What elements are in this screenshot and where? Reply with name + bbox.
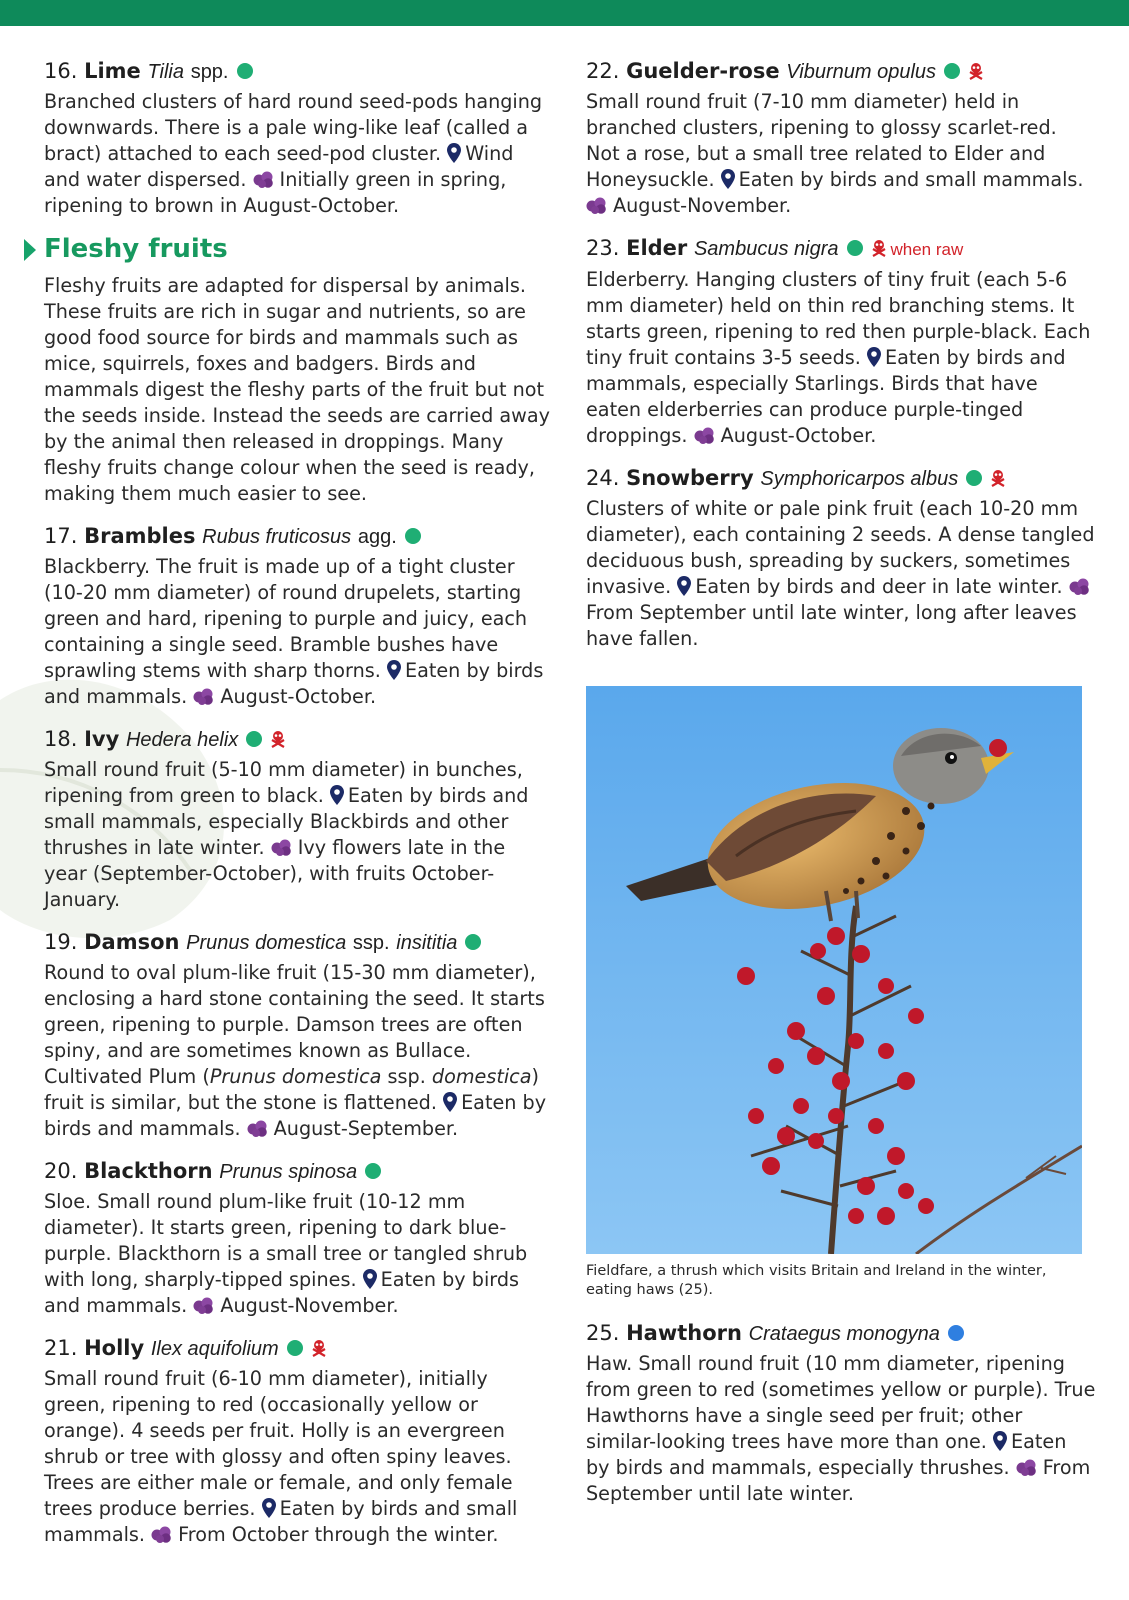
green-dot-icon: [405, 528, 421, 544]
entry-description: [586, 496, 1096, 652]
dispersal-text: Eaten by birds and mammals, especially Starlings. Birds that have eaten elderberries can produce purple-tinged droppings.: [586, 346, 1066, 447]
season-text: August-October.: [220, 685, 377, 708]
map-pin-icon: [721, 169, 735, 189]
common-name: Elder: [626, 236, 688, 260]
dispersal-text: Wind and water dispersed.: [44, 142, 514, 191]
latin-qualifier: ssp.: [352, 932, 390, 954]
entry-number: 18.: [44, 727, 78, 751]
entry-description: [44, 1189, 554, 1319]
berry-cluster-icon: [193, 1297, 215, 1314]
latin-name: Crataegus monogyna: [748, 1323, 940, 1345]
entry-blackthorn: [44, 1156, 554, 1319]
description-text: ) fruit is similar, but the stone is flattened.: [44, 1065, 539, 1114]
entry-heading: [44, 724, 554, 755]
entry-number: 25.: [586, 1321, 620, 1345]
description-text: Branched clusters of hard round seed-pods hanging downwards. There is a pale wing-like leaf (called a bract) attached to each seed-pod cluster.: [44, 90, 543, 165]
latin-name: Sambucus nigra: [693, 238, 839, 260]
berry-cluster-icon: [253, 171, 275, 188]
description-text: Haw. Small round fruit (10 mm diameter, ripening from green to red (sometimes yellow or purple). True Hawthorns have a single seed per fruit; other similar-looking trees have more than one.: [586, 1352, 1096, 1453]
season-text: August-September.: [273, 1117, 459, 1140]
fieldfare-photo: [586, 686, 1082, 1254]
green-dot-icon: [287, 1340, 303, 1356]
photo-caption: Fieldfare, a thrush which visits Britain and Ireland in the winter, eating haws (25).: [586, 1263, 1047, 1298]
skull-crossbones-icon: [871, 239, 887, 257]
green-dot-icon: [966, 470, 982, 486]
entry-brambles: [44, 521, 554, 710]
map-pin-icon: [677, 576, 691, 596]
season-text: From September until late winter.: [586, 1456, 1091, 1505]
berry-cluster-icon: [271, 839, 293, 856]
triangle-marker-icon: [24, 239, 36, 261]
entry-hawthorn: [586, 1318, 1096, 1507]
map-pin-icon: [363, 1269, 377, 1289]
dispersal-text: Eaten by birds and mammals.: [44, 1268, 519, 1317]
berry-cluster-icon: [193, 688, 215, 705]
latin-name: Ilex aquifolium: [150, 1338, 279, 1360]
section-heading: [44, 233, 554, 265]
green-dot-icon: [847, 240, 863, 256]
entry-heading: [586, 56, 1096, 87]
entry-number: 19.: [44, 930, 78, 954]
map-pin-icon: [330, 785, 344, 805]
entry-number: 20.: [44, 1159, 78, 1183]
description-text: Sloe. Small round plum-like fruit (10-12 mm diameter). It starts green, ripening to dark blue-purple. Blackthorn is a small tree or tangled shrub with long, sharply-tipped spines.: [44, 1190, 528, 1291]
season-text: Ivy flowers late in the year (September-October), with fruits October-January.: [44, 836, 506, 911]
common-name: Guelder-rose: [626, 59, 780, 83]
latin-name: Symphoricarpos albus: [760, 468, 959, 490]
dispersal-text: Eaten by birds and deer in late winter.: [695, 575, 1063, 598]
inline-latin-name: domestica: [431, 1065, 532, 1088]
description-text: Small round fruit (6-10 mm diameter), initially green, ripening to red (occasionally yellow or orange). 4 seeds per fruit. Holly is an evergreen shrub or tree with glossy and often spiny leaves. Trees are either male or female, and only female trees produce berries.: [44, 1367, 513, 1520]
top-color-band: [0, 0, 1129, 26]
dispersal-text: Eaten by birds and mammals.: [44, 659, 544, 708]
map-pin-icon: [867, 347, 881, 367]
entry-heading: [586, 233, 1096, 265]
berry-cluster-icon: [151, 1526, 173, 1543]
map-pin-icon: [262, 1498, 276, 1518]
dispersal-text: Eaten by birds and mammals, especially thrushes.: [586, 1430, 1067, 1479]
entry-description: [586, 267, 1096, 449]
entry-number: 22.: [586, 59, 620, 83]
entry-heading: [44, 56, 554, 87]
berry-cluster-icon: [1016, 1459, 1038, 1476]
entry-description: [44, 757, 554, 913]
common-name: Ivy: [84, 727, 120, 751]
left-column: [44, 56, 554, 1562]
season-text: August-November.: [220, 1294, 399, 1317]
skull-crossbones-icon: [968, 62, 984, 80]
season-text: August-October.: [720, 424, 877, 447]
green-dot-icon: [365, 1163, 381, 1179]
skull-crossbones-icon: [311, 1339, 327, 1357]
inline-latin-name: Prunus domestica: [209, 1065, 382, 1088]
description-text: Clusters of white or pale pink fruit (each 10-20 mm diameter), each containing 2 seeds. A dense tangled deciduous bush, spreading by suckers, sometimes invasive.: [586, 497, 1095, 598]
entry-snowberry: [586, 463, 1096, 652]
section-title: Fleshy fruits: [44, 234, 228, 264]
entry-heading: [44, 927, 554, 958]
dispersal-text: Eaten by birds and small mammals.: [738, 168, 1084, 191]
entry-ivy: [44, 724, 554, 913]
dispersal-text: Eaten by birds and small mammals, especially Blackbirds and other thrushes in late winter.: [44, 784, 529, 859]
right-column-lower: [586, 1318, 1096, 1521]
common-name: Snowberry: [626, 466, 754, 490]
season-text: From October through the winter.: [178, 1523, 499, 1546]
latin-name: Tilia: [147, 61, 184, 83]
skull-crossbones-icon: [270, 730, 286, 748]
entry-heading: [44, 1333, 554, 1364]
entry-damson: [44, 927, 554, 1142]
entry-number: 17.: [44, 524, 78, 548]
dispersal-text: Eaten by birds and small mammals.: [44, 1497, 518, 1546]
entry-heading: [44, 1156, 554, 1187]
common-name: Lime: [84, 59, 141, 83]
latin-qualifier: spp.: [190, 61, 229, 83]
description-text: Elderberry. Hanging clusters of tiny fruit (each 5-6 mm diameter) held on thin red branching stems. It starts green, ripening to red then purple-black. Each tiny fruit contains 3-5 seeds.: [586, 268, 1091, 369]
entry-description: [586, 1351, 1096, 1507]
skull-crossbones-icon: [990, 469, 1006, 487]
poison-warning: when raw: [890, 240, 964, 259]
berry-cluster-icon: [1069, 578, 1091, 595]
latin-name: Prunus domestica: [186, 932, 347, 954]
blue-dot-icon: [948, 1325, 964, 1341]
description-text: Round to oval plum-like fruit (15-30 mm diameter), enclosing a hard stone containing the seed. It starts green, ripening to purple. Damson trees are often spiny, and are sometimes known as Bullace. Cultivated Plum (: [44, 961, 545, 1088]
right-column: [586, 56, 1096, 666]
description-text: Blackberry. The fruit is made up of a tight cluster (10-20 mm diameter) of round drupelets, starting green and hard, ripening to purple and juicy, each containing a single seed. Bramble bushes have sprawling stems with sharp thorns.: [44, 555, 528, 682]
section-intro: Fleshy fruits are adapted for dispersal by animals. These fruits are rich in sugar and nutrients, so are good food source for birds and mammals such as mice, squirrels, foxes and badgers. Birds and mammals digest the fleshy parts of the fruit but not the seeds inside. Instead the seeds are carried away by the animal then released in droppings. Many fleshy fruits change colour when the seed is ready, making them much easier to see.: [44, 274, 550, 505]
entry-number: 21.: [44, 1336, 78, 1360]
berry-cluster-icon: [586, 197, 608, 214]
latin-name: Hedera helix: [125, 729, 239, 751]
entry-description: [44, 1366, 554, 1548]
description-text: Small round fruit (5-10 mm diameter) in bunches, ripening from green to black.: [44, 758, 523, 807]
entry-holly: [44, 1333, 554, 1548]
latin-name: Rubus fruticosus: [202, 526, 352, 548]
dispersal-text: Eaten by birds and mammals.: [44, 1091, 547, 1140]
common-name: Brambles: [84, 524, 196, 548]
entry-heading: [586, 463, 1096, 494]
common-name: Holly: [84, 1336, 145, 1360]
season-text: Initially green in spring, ripening to brown in August-October.: [44, 168, 507, 217]
green-dot-icon: [237, 63, 253, 79]
green-dot-icon: [465, 934, 481, 950]
map-pin-icon: [447, 143, 461, 163]
entry-elder: [586, 233, 1096, 449]
green-dot-icon: [944, 63, 960, 79]
entry-description: [44, 960, 554, 1142]
latin-qualifier: agg.: [357, 526, 397, 548]
description-text: Small round fruit (7-10 mm diameter) held in branched clusters, ripening to glossy scarlet-red. Not a rose, but a small tree related to Elder and Honeysuckle.: [586, 90, 1057, 191]
latin-name: Prunus spinosa: [219, 1161, 358, 1183]
entry-number: 16.: [44, 59, 78, 83]
entry-heading: [586, 1318, 1096, 1349]
berry-cluster-icon: [694, 427, 716, 444]
common-name: Blackthorn: [84, 1159, 213, 1183]
description-text: ssp.: [381, 1065, 432, 1088]
map-pin-icon: [993, 1431, 1007, 1451]
map-pin-icon: [443, 1092, 457, 1112]
map-pin-icon: [387, 660, 401, 680]
common-name: Hawthorn: [626, 1321, 742, 1345]
berry-cluster-icon: [247, 1120, 269, 1137]
entry-number: 24.: [586, 466, 620, 490]
entry-lime: [44, 56, 554, 219]
entry-description: [44, 554, 554, 710]
entry-guelder-rose: [586, 56, 1096, 219]
latin-name: Viburnum opulus: [786, 61, 937, 83]
entry-description: [586, 89, 1096, 219]
season-text: From September until late winter, long after leaves have fallen.: [586, 601, 1077, 650]
entry-heading: [44, 521, 554, 552]
green-dot-icon: [246, 731, 262, 747]
common-name: Damson: [84, 930, 180, 954]
entry-number: 23.: [586, 236, 620, 260]
entry-description: [44, 89, 554, 219]
season-text: August-November.: [613, 194, 792, 217]
latin-subspecies: insititia: [396, 932, 458, 954]
